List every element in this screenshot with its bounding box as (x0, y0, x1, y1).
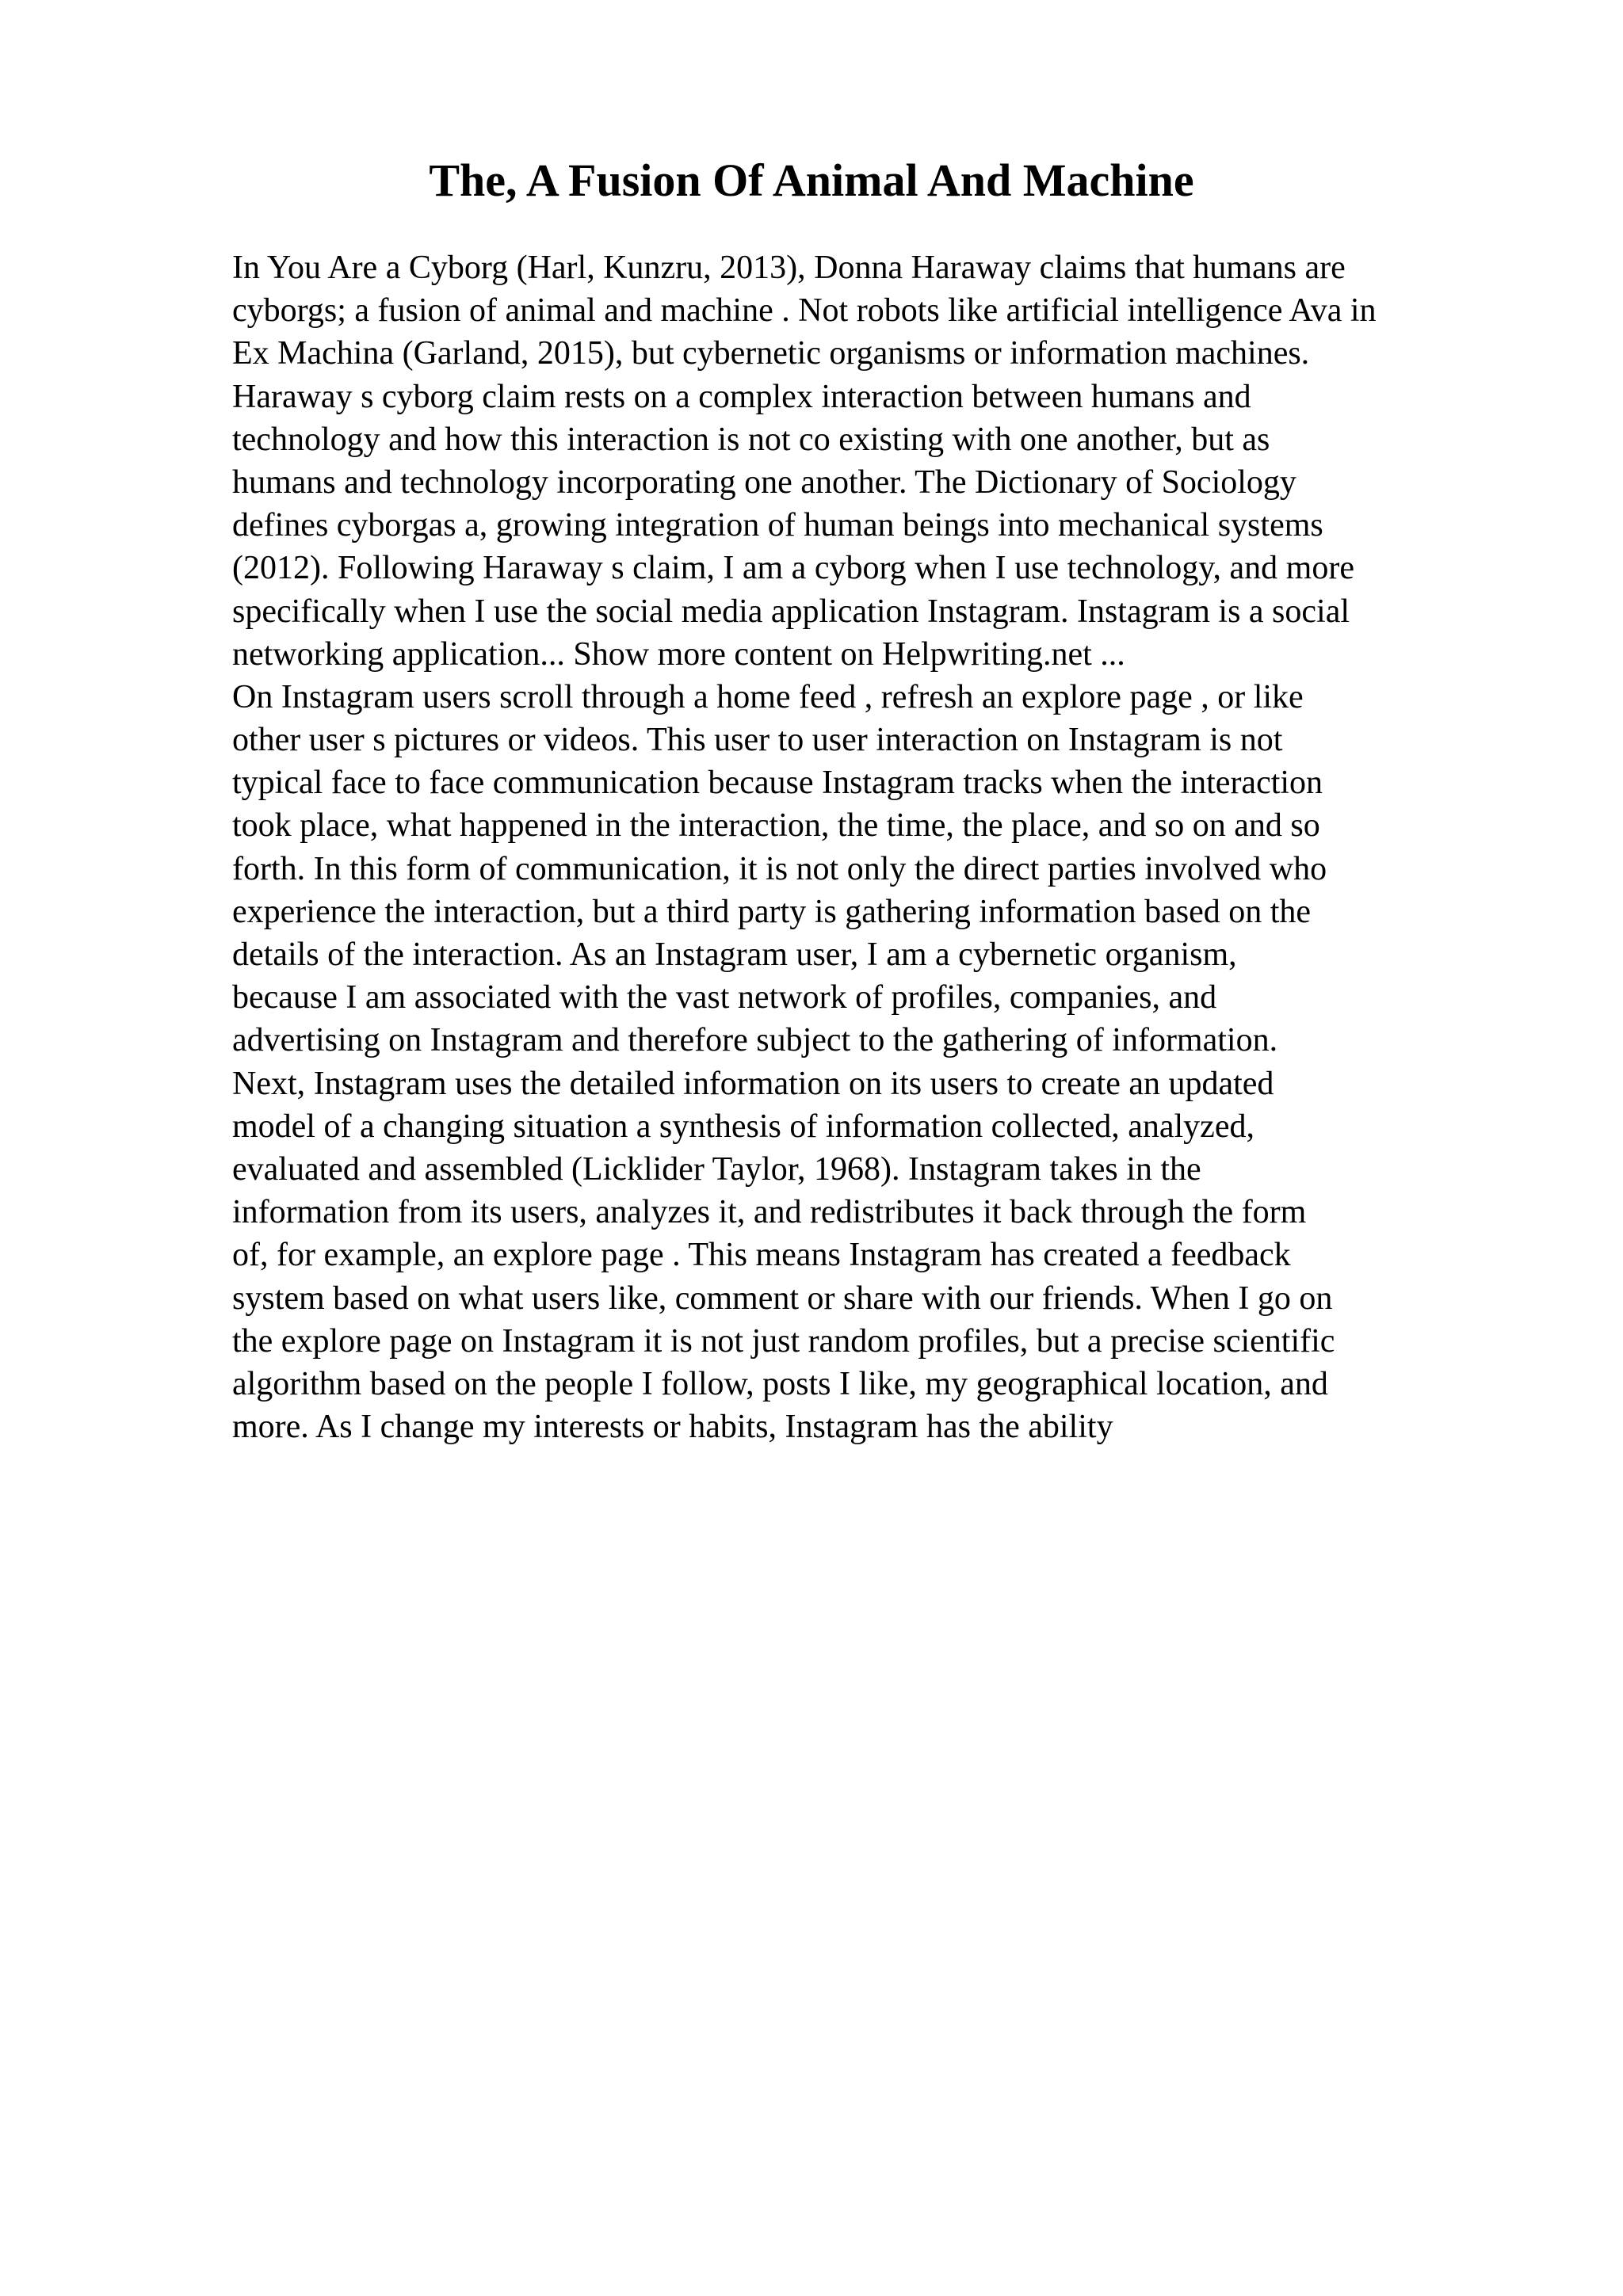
body-line: model of a changing situation a synthesis of information collected, analyzed, (232, 1108, 1254, 1145)
body-line: information from its users, analyzes it, and redistributes it back through the form (232, 1194, 1307, 1231)
body-line: In You Are a Cyborg (Harl, Kunzru, 2013), Donna Haraway claims that humans are (232, 250, 1346, 286)
body-line: (2012). Following Haraway s claim, I am a cyborg when I use technology, and more (232, 550, 1354, 587)
body-line: Haraway s cyborg claim rests on a complex interaction between humans and (232, 378, 1251, 415)
body-line: algorithm based on the people I follow, posts I like, my geographical location, and (232, 1365, 1328, 1402)
body-line: networking application... Show more content on Helpwriting.net ... (232, 635, 1125, 673)
body-line: other user s pictures or videos. This user to user interaction on Instagram is not (232, 722, 1283, 759)
body-line: technology and how this interaction is not co existing with one another, but as (232, 421, 1270, 458)
document-body (232, 246, 1595, 1448)
body-line: took place, what happened in the interaction, the time, the place, and so on and so (232, 807, 1320, 845)
body-line: advertising on Instagram and therefore subject to the gathering of information. (232, 1022, 1278, 1059)
body-line: forth. In this form of communication, it is not only the direct parties involved who (232, 850, 1327, 887)
body-line: of, for example, an explore page . This means Instagram has created a feedback (232, 1237, 1291, 1274)
body-line: defines cyborgas a, growing integration of human beings into mechanical systems (232, 507, 1323, 544)
document-title: The, A Fusion Of Animal And Machine (429, 154, 1194, 206)
body-line: Next, Instagram uses the detailed information on its users to create an updated (232, 1065, 1274, 1102)
body-line: evaluated and assembled (Licklider Taylor, 1968). Instagram takes in the (232, 1150, 1201, 1188)
body-line: the explore page on Instagram it is not just random profiles, but a precise scientific (232, 1322, 1335, 1360)
body-line: specifically when I use the social media application Instagram. Instagram is a social (232, 593, 1350, 630)
body-line: system based on what users like, comment or share with our friends. When I go on (232, 1280, 1333, 1317)
body-line: humans and technology incorporating one another. The Dictionary of Sociology (232, 463, 1296, 501)
body-line: because I am associated with the vast network of profiles, companies, and (232, 979, 1217, 1016)
body-line: Ex Machina (Garland, 2015), but cybernetic organisms or information machines. (232, 335, 1310, 372)
body-line: details of the interaction. As an Instagram user, I am a cybernetic organism, (232, 936, 1237, 973)
body-line: more. As I change my interests or habits, Instagram has the ability (232, 1409, 1113, 1446)
body-line: experience the interaction, but a third party is gathering information based on the (232, 893, 1312, 930)
body-line: On Instagram users scroll through a home feed , refresh an explore page , or like (232, 678, 1304, 715)
body-line: typical face to face communication because Instagram tracks when the interaction (232, 765, 1323, 802)
body-line: cyborgs; a fusion of animal and machine . Not robots like artificial intelligence Ava in (232, 292, 1377, 330)
